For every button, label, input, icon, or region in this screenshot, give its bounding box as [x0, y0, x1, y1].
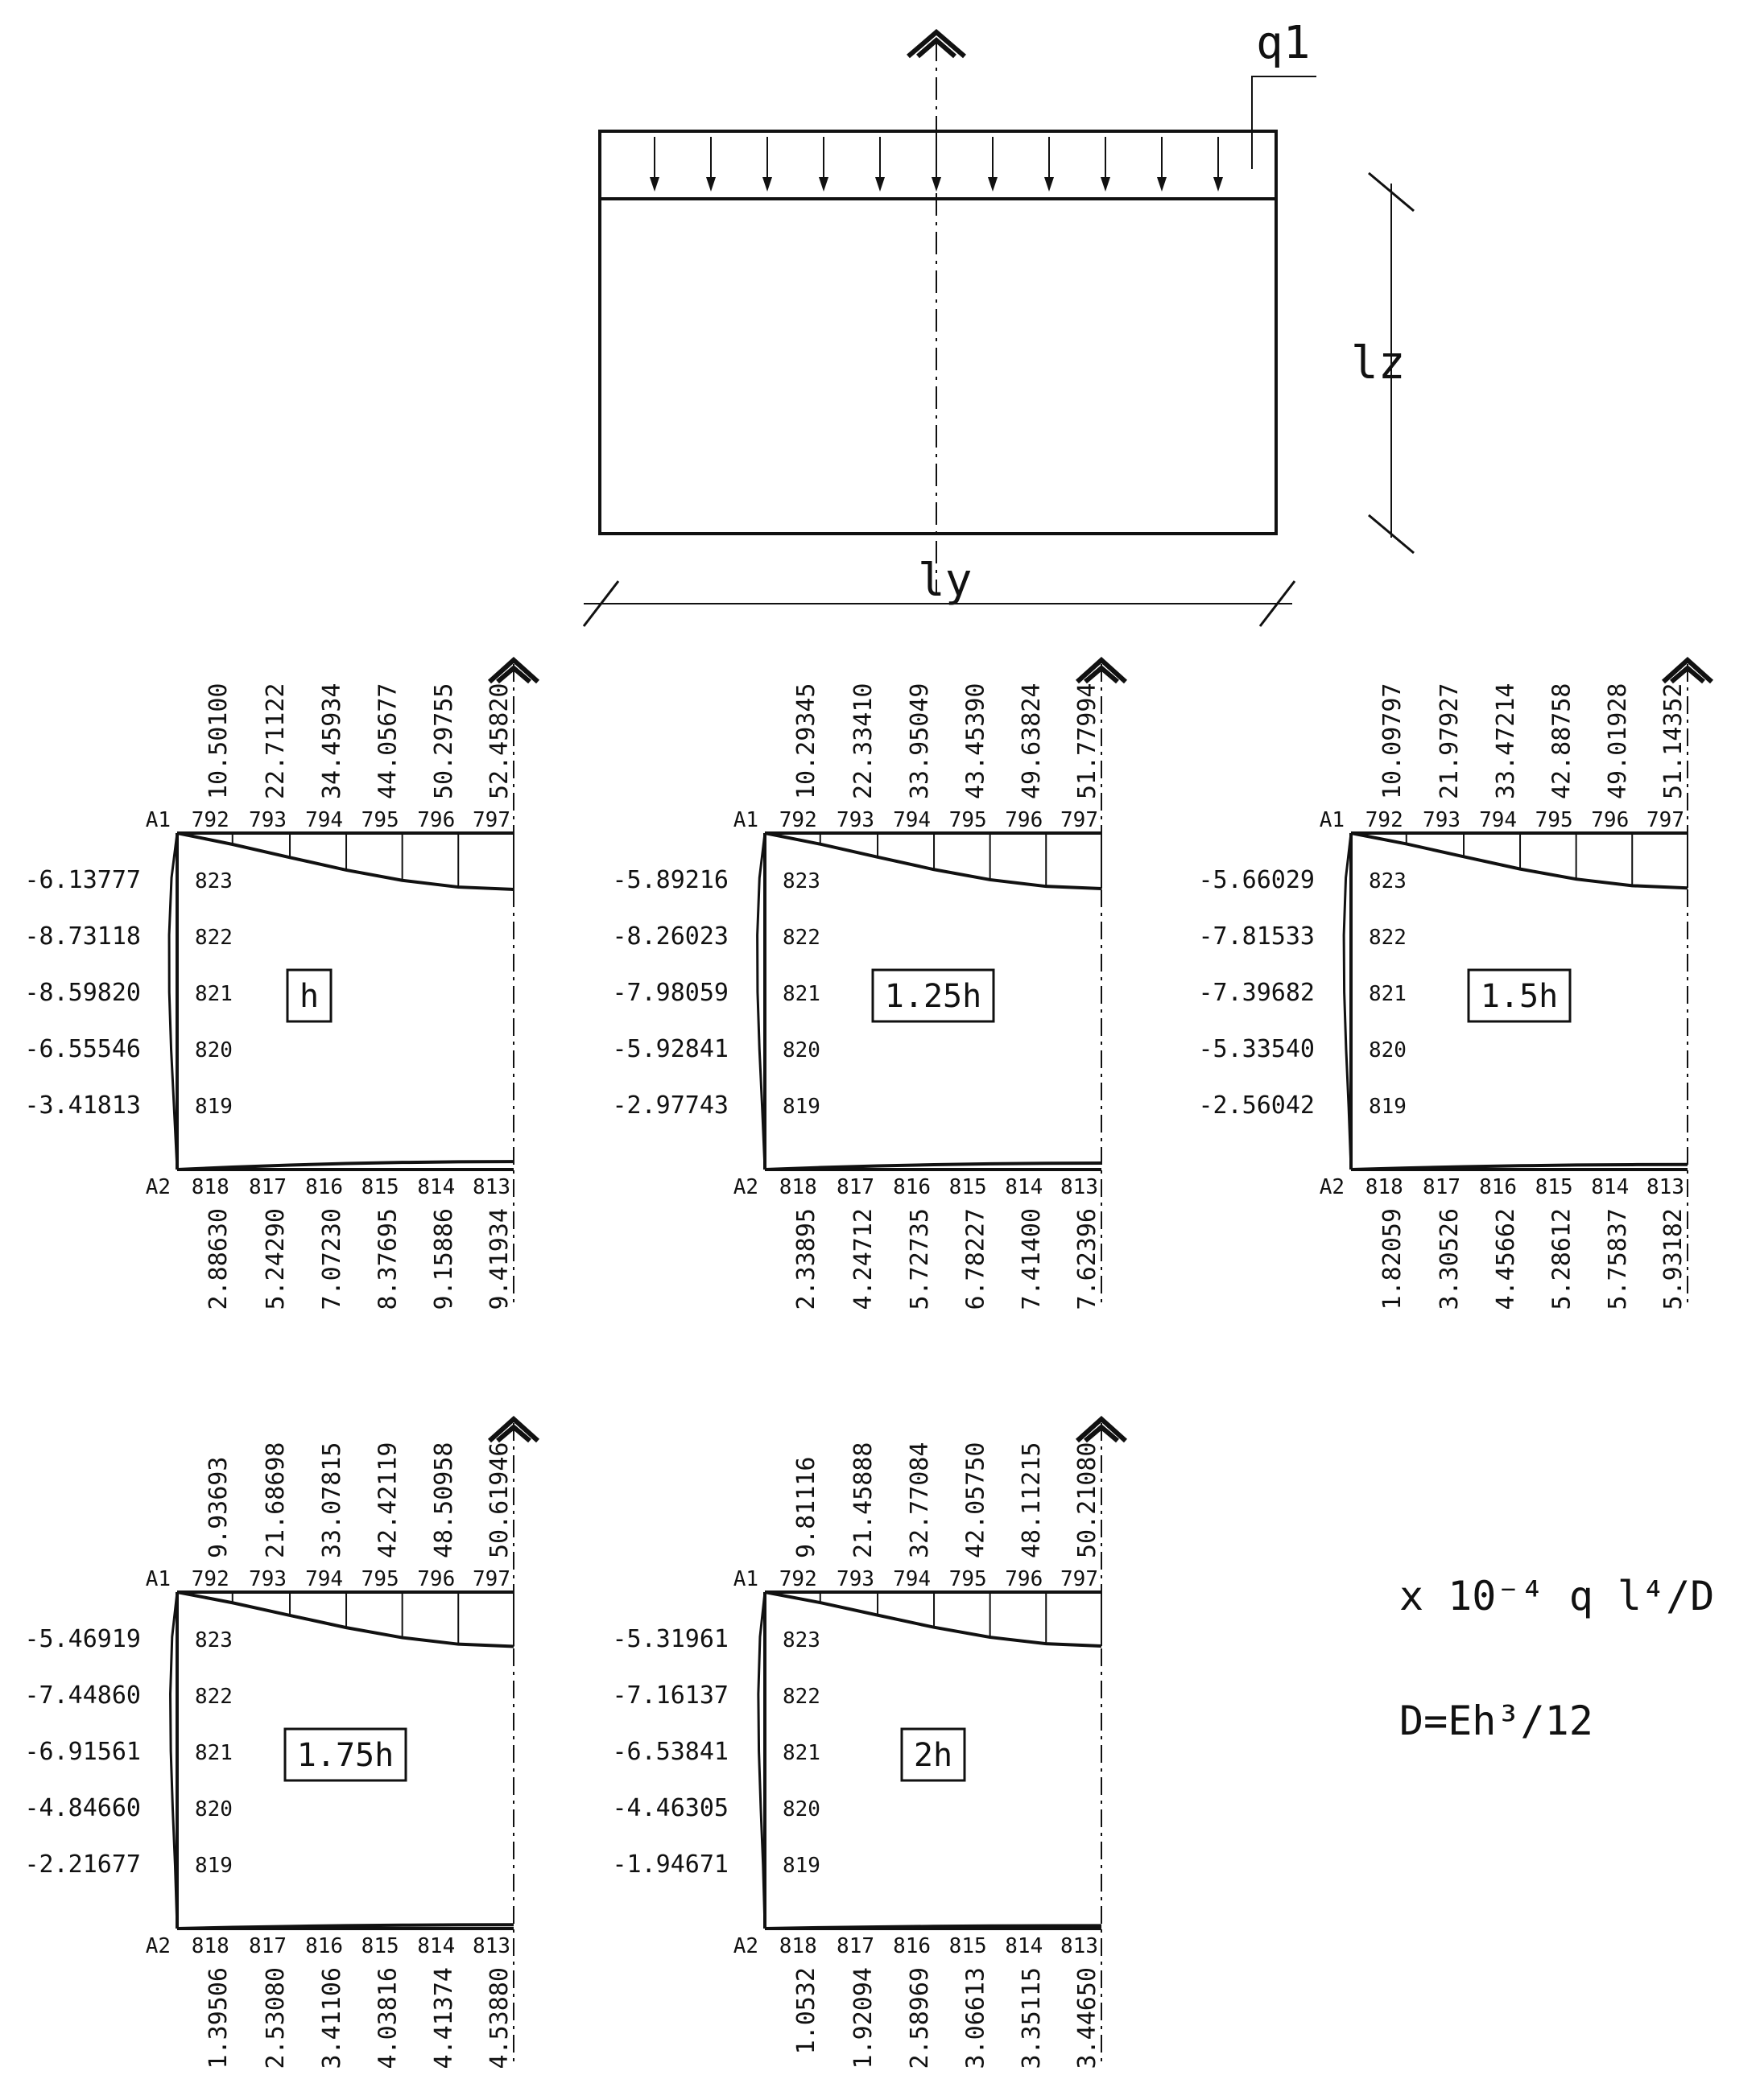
left-node-label: 822 [783, 926, 820, 950]
top-node-label: 796 [1005, 1567, 1043, 1591]
left-value-label: -4.46305 [612, 1794, 729, 1822]
left-node-label: 823 [783, 1628, 820, 1652]
top-value-label: 49.63824 [1018, 683, 1047, 799]
bottom-value-label: 8.37695 [374, 1208, 403, 1310]
left-value-label: -8.73118 [24, 922, 141, 951]
corner-label-top: A1 [1319, 808, 1345, 832]
left-value-label: -5.89216 [612, 866, 729, 894]
thickness-label: 1.25h [884, 978, 982, 1015]
top-node-label: 795 [948, 1567, 987, 1591]
left-value-label: -8.26023 [612, 922, 729, 951]
panel-2 [613, 660, 1126, 1310]
bottom-node-label: 815 [948, 1934, 987, 1958]
left-node-label: 819 [783, 1095, 820, 1119]
bottom-value-label: 1.92094 [849, 1967, 878, 2069]
left-node-label: 821 [195, 1741, 233, 1765]
left-value-label: -2.56042 [1198, 1091, 1315, 1120]
bottom-value-label: 1.39506 [204, 1967, 233, 2069]
left-value-label: -7.16137 [612, 1681, 729, 1710]
top-value-label: 43.45390 [961, 683, 990, 799]
left-value-label: -6.55546 [24, 1035, 141, 1063]
bottom-value-label: 9.15886 [430, 1208, 459, 1310]
top-value-label: 48.50958 [430, 1442, 459, 1558]
top-value-label: 33.47214 [1492, 683, 1521, 799]
top-node-label: 797 [1646, 808, 1684, 832]
bottom-node-label: 814 [417, 1175, 456, 1199]
left-value-label: -7.44860 [24, 1681, 141, 1710]
top-node-label: 797 [1060, 808, 1098, 832]
panel-4 [25, 1419, 539, 2069]
bottom-value-label: 2.88630 [204, 1208, 233, 1310]
bottom-value-label: 3.44650 [1073, 1967, 1101, 2069]
top-value-label: 9.93693 [204, 1456, 233, 1558]
top-node-label: 796 [417, 1567, 456, 1591]
left-value-label: -5.31961 [612, 1625, 729, 1653]
left-node-label: 820 [783, 1038, 820, 1062]
left-value-label: -7.98059 [612, 979, 729, 1007]
bottom-value-label: 5.24290 [262, 1208, 291, 1310]
top-node-label: 796 [1005, 808, 1043, 832]
bottom-node-label: 813 [473, 1175, 510, 1199]
bottom-node-label: 818 [779, 1934, 817, 1958]
top-node-label: 792 [1365, 808, 1403, 832]
corner-label-bottom: A2 [145, 1934, 171, 1958]
top-node-label: 792 [191, 808, 229, 832]
top-node-label: 795 [948, 808, 987, 832]
load-arrow-head-icon [1213, 177, 1223, 192]
bottom-value-label: 3.06613 [961, 1967, 990, 2069]
bottom-value-label: 3.30526 [1436, 1208, 1465, 1310]
bottom-node-label: 816 [893, 1934, 932, 1958]
load-leader-line [1252, 76, 1316, 169]
top-value-label: 42.05750 [961, 1442, 990, 1558]
top-value-label: 50.29755 [430, 683, 459, 799]
load-arrow-head-icon [762, 177, 772, 192]
top-value-label: 32.77084 [906, 1442, 935, 1558]
bottom-node-label: 816 [893, 1175, 932, 1199]
bottom-value-label: 3.41106 [318, 1967, 347, 2069]
top-node-label: 797 [1060, 1567, 1098, 1591]
left-node-label: 821 [195, 982, 233, 1006]
load-arrow-head-icon [988, 177, 998, 192]
left-value-label: -5.33540 [1198, 1035, 1315, 1063]
left-value-label: -4.84660 [24, 1794, 141, 1822]
panel-3 [1199, 660, 1712, 1310]
top-node-label: 794 [893, 808, 932, 832]
top-value-label: 44.05677 [374, 683, 403, 799]
left-node-label: 819 [195, 1854, 233, 1878]
corner-label-top: A1 [145, 808, 171, 832]
top-value-label: 33.95049 [906, 683, 935, 799]
bottom-value-label: 1.82059 [1378, 1208, 1407, 1310]
load-label: q1 [1256, 17, 1311, 69]
top-node-label: 794 [305, 1567, 344, 1591]
bottom-node-label: 816 [305, 1175, 344, 1199]
bottom-node-label: 813 [1060, 1934, 1098, 1958]
main-plate-figure [584, 32, 1414, 626]
left-node-label: 820 [783, 1797, 820, 1822]
top-node-label: 795 [361, 1567, 399, 1591]
top-value-label: 48.11215 [1018, 1442, 1047, 1558]
left-value-label: -5.92841 [612, 1035, 729, 1063]
bottom-node-label: 815 [948, 1175, 987, 1199]
bottom-value-label: 5.72735 [906, 1208, 935, 1310]
left-node-label: 823 [195, 1628, 233, 1652]
load-arrow-head-icon [706, 177, 716, 192]
left-node-label: 819 [195, 1095, 233, 1119]
panel-1 [25, 660, 539, 1310]
bottom-node-label: 815 [361, 1175, 399, 1199]
top-node-label: 796 [417, 808, 456, 832]
left-node-label: 821 [783, 1741, 820, 1765]
top-value-label: 22.33410 [849, 683, 878, 799]
bottom-value-label: 9.41934 [485, 1208, 514, 1310]
left-node-label: 823 [783, 869, 820, 893]
bottom-node-label: 818 [191, 1934, 229, 1958]
left-value-label: -6.53841 [612, 1738, 729, 1766]
top-node-label: 797 [473, 808, 510, 832]
bottom-node-label: 818 [191, 1175, 229, 1199]
bottom-node-label: 816 [1479, 1175, 1518, 1199]
left-node-label: 823 [195, 869, 233, 893]
bottom-node-label: 816 [305, 1934, 344, 1958]
rigidity-definition-label: D=Eh³/12 [1399, 1698, 1593, 1744]
corner-label-bottom: A2 [733, 1934, 758, 1958]
bottom-value-label: 7.41400 [1018, 1208, 1047, 1310]
left-node-label: 820 [195, 1038, 233, 1062]
bottom-value-label: 5.93182 [1659, 1208, 1688, 1310]
left-value-label: -6.13777 [24, 866, 141, 894]
top-node-label: 793 [837, 808, 875, 832]
top-value-label: 10.29345 [791, 683, 820, 799]
corner-label-bottom: A2 [733, 1175, 758, 1199]
left-value-label: -5.66029 [1198, 866, 1315, 894]
top-node-label: 797 [473, 1567, 510, 1591]
bottom-value-label: 4.53880 [485, 1967, 514, 2069]
left-value-label: -2.97743 [612, 1091, 729, 1120]
bottom-value-label: 4.24712 [849, 1208, 878, 1310]
load-arrow-head-icon [1157, 177, 1167, 192]
bottom-value-label: 7.07230 [318, 1208, 347, 1310]
top-node-label: 792 [779, 808, 817, 832]
bottom-value-label: 5.28612 [1547, 1208, 1576, 1310]
bottom-node-label: 814 [1005, 1175, 1043, 1199]
corner-label-top: A1 [733, 808, 758, 832]
corner-label-bottom: A2 [145, 1175, 171, 1199]
left-node-label: 822 [195, 926, 233, 950]
corner-label-top: A1 [733, 1567, 758, 1591]
top-value-label: 10.50100 [204, 683, 233, 799]
bottom-value-label: 4.41374 [430, 1967, 459, 2069]
plate-outline [600, 199, 1276, 534]
left-value-label: -6.91561 [24, 1738, 141, 1766]
left-value-label: -2.21677 [24, 1850, 141, 1879]
left-node-label: 820 [195, 1797, 233, 1822]
load-arrow-head-icon [1101, 177, 1110, 192]
bottom-value-label: 3.35115 [1018, 1967, 1047, 2069]
bottom-value-label: 2.58969 [906, 1967, 935, 2069]
deflection-panels [24, 660, 1715, 2069]
load-arrow-head-icon [650, 177, 659, 192]
top-value-label: 42.88758 [1547, 683, 1576, 799]
bottom-value-label: 2.33895 [791, 1208, 820, 1310]
left-node-label: 821 [1369, 982, 1407, 1006]
left-node-label: 821 [783, 982, 820, 1006]
top-value-label: 22.71122 [262, 683, 291, 799]
load-arrow-head-icon [932, 177, 941, 192]
left-node-label: 822 [195, 1685, 233, 1709]
scale-factor-label: x 10⁻⁴ q l⁴/D [1399, 1573, 1715, 1619]
top-node-label: 795 [1535, 808, 1573, 832]
bottom-node-label: 817 [1423, 1175, 1461, 1199]
bottom-node-label: 817 [837, 1175, 875, 1199]
top-value-label: 51.14352 [1659, 683, 1688, 799]
bottom-node-label: 814 [417, 1934, 456, 1958]
left-node-label: 822 [783, 1685, 820, 1709]
bottom-node-label: 817 [837, 1934, 875, 1958]
bottom-value-label: 2.53080 [262, 1967, 291, 2069]
width-label: ly [918, 555, 973, 607]
bottom-value-label: 7.62396 [1073, 1208, 1101, 1310]
top-node-label: 793 [249, 808, 287, 832]
bottom-value-label: 1.0532 [791, 1967, 820, 2055]
bottom-node-label: 815 [1535, 1175, 1573, 1199]
bottom-value-label: 6.78227 [961, 1208, 990, 1310]
bottom-node-label: 813 [1646, 1175, 1684, 1199]
top-node-label: 793 [837, 1567, 875, 1591]
left-value-label: -3.41813 [24, 1091, 141, 1120]
corner-label-bottom: A2 [1319, 1175, 1345, 1199]
top-value-label: 50.61946 [485, 1442, 514, 1558]
bottom-node-label: 813 [1060, 1175, 1098, 1199]
panel-5 [613, 1419, 1126, 2069]
left-value-label: -8.59820 [24, 979, 141, 1007]
load-arrow-head-icon [875, 177, 885, 192]
top-value-label: 9.81116 [791, 1456, 820, 1558]
top-node-label: 794 [1479, 808, 1518, 832]
top-value-label: 51.77994 [1073, 683, 1101, 799]
bottom-value-label: 5.75837 [1604, 1208, 1633, 1310]
left-node-label: 819 [783, 1854, 820, 1878]
bottom-node-label: 818 [779, 1175, 817, 1199]
left-node-label: 820 [1369, 1038, 1407, 1062]
load-arrows [650, 137, 1223, 192]
corner-label-top: A1 [145, 1567, 171, 1591]
bottom-node-label: 814 [1005, 1934, 1043, 1958]
left-node-label: 822 [1369, 926, 1407, 950]
bottom-node-label: 817 [249, 1934, 287, 1958]
top-node-label: 794 [893, 1567, 932, 1591]
top-value-label: 33.07815 [318, 1442, 347, 1558]
top-value-label: 10.09797 [1378, 683, 1407, 799]
bottom-value-label: 4.45662 [1492, 1208, 1521, 1310]
bottom-node-label: 817 [249, 1175, 287, 1199]
load-arrow-head-icon [1044, 177, 1054, 192]
top-value-label: 42.42119 [374, 1442, 403, 1558]
left-value-label: -1.94671 [612, 1850, 729, 1879]
bottom-node-label: 818 [1365, 1175, 1403, 1199]
top-node-label: 795 [361, 808, 399, 832]
top-node-label: 796 [1591, 808, 1630, 832]
bottom-node-label: 815 [361, 1934, 399, 1958]
top-value-label: 50.21080 [1073, 1442, 1101, 1558]
thickness-label: h [299, 978, 320, 1015]
top-node-label: 792 [191, 1567, 229, 1591]
bottom-node-label: 813 [473, 1934, 510, 1958]
load-strip [600, 131, 1276, 199]
top-node-label: 792 [779, 1567, 817, 1591]
thickness-label: 1.5h [1480, 978, 1559, 1015]
top-node-label: 793 [1423, 808, 1461, 832]
left-value-label: -7.81533 [1198, 922, 1315, 951]
load-arrow-head-icon [819, 177, 828, 192]
top-node-label: 794 [305, 808, 344, 832]
left-value-label: -7.39682 [1198, 979, 1315, 1007]
thickness-label: 1.75h [296, 1737, 395, 1774]
bottom-value-label: 4.03816 [374, 1967, 403, 2069]
bottom-node-label: 814 [1591, 1175, 1630, 1199]
top-value-label: 34.45934 [318, 683, 347, 799]
top-node-label: 793 [249, 1567, 287, 1591]
top-value-label: 52.45820 [485, 683, 514, 799]
top-value-label: 21.68698 [262, 1442, 291, 1558]
height-label: lz [1351, 337, 1406, 390]
top-value-label: 49.01928 [1604, 683, 1633, 799]
thickness-label: 2h [913, 1737, 953, 1774]
top-value-label: 21.45888 [849, 1442, 878, 1558]
left-node-label: 819 [1369, 1095, 1407, 1119]
top-value-label: 21.97927 [1436, 683, 1465, 799]
left-value-label: -5.46919 [24, 1625, 141, 1653]
left-node-label: 823 [1369, 869, 1407, 893]
